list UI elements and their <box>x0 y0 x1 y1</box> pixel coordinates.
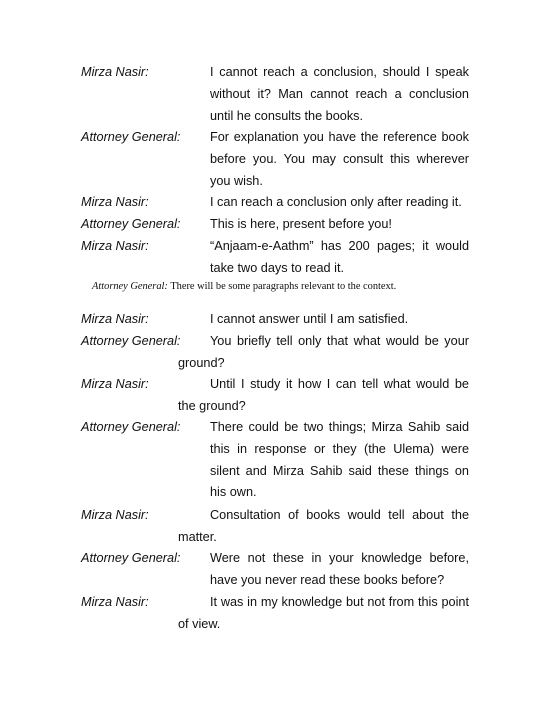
dialogue-entry <box>81 236 469 280</box>
dialogue-entry <box>81 374 469 418</box>
speech-text: There could be two things; Mirza Sahib said this in response or they (the Ulema) were silent and Mirza Sahib said these things on his own. <box>210 420 469 500</box>
dialogue-entry <box>81 417 469 504</box>
dialogue-entry <box>81 592 469 636</box>
speech-text: Until I study it how I can tell what would be the ground? <box>178 377 469 413</box>
context-note <box>92 280 492 294</box>
speech-text: Consultation of books would tell about the matter. <box>178 508 469 544</box>
speaker-name: Attorney General: <box>81 420 181 434</box>
speaker-name: Mirza Nasir: <box>81 508 149 522</box>
speaker-name: Attorney General: <box>81 130 181 144</box>
speaker-name: Attorney General: <box>81 551 181 565</box>
dialogue-entry <box>81 505 469 549</box>
speaker-name: Mirza Nasir: <box>81 312 149 326</box>
dialogue-entry <box>81 309 469 331</box>
speech-text: You briefly tell only that what would be your ground? <box>178 334 469 370</box>
speaker-name: Mirza Nasir: <box>81 239 149 253</box>
speaker-name: Attorney General: <box>81 334 181 348</box>
speech-text: I can reach a conclusion only after reading it. <box>210 195 462 209</box>
speaker-name: Mirza Nasir: <box>81 65 149 79</box>
dialogue-entry <box>81 548 469 592</box>
dialogue-entry <box>81 214 469 236</box>
note-text: There will be some paragraphs relevant to the context. <box>170 281 397 292</box>
dialogue-entry <box>81 127 469 192</box>
note-speaker: Attorney General: <box>92 281 168 292</box>
speech-text: Were not these in your knowledge before, have you never read these books before? <box>210 551 469 587</box>
speech-text: I cannot answer until I am satisfied. <box>210 312 409 326</box>
speaker-name: Mirza Nasir: <box>81 595 149 609</box>
speaker-name: Attorney General: <box>81 217 181 231</box>
speaker-name: Mirza Nasir: <box>81 377 149 391</box>
speech-text: “Anjaam-e-Aathm” has 200 pages; it would take two days to read it. <box>210 239 469 275</box>
dialogue-entry <box>81 331 469 375</box>
speech-text: This is here, present before you! <box>210 217 392 231</box>
speech-text: It was in my knowledge but not from this point of view. <box>178 595 469 631</box>
speaker-name: Mirza Nasir: <box>81 195 149 209</box>
dialogue-entry <box>81 192 469 214</box>
speech-text: I cannot reach a conclusion, should I speak without it? Man cannot reach a conclusion until he consults the books. <box>210 65 469 123</box>
dialogue-entry <box>81 62 469 127</box>
speech-text: For explanation you have the reference book before you. You may consult this wherever you wish. <box>210 130 469 188</box>
